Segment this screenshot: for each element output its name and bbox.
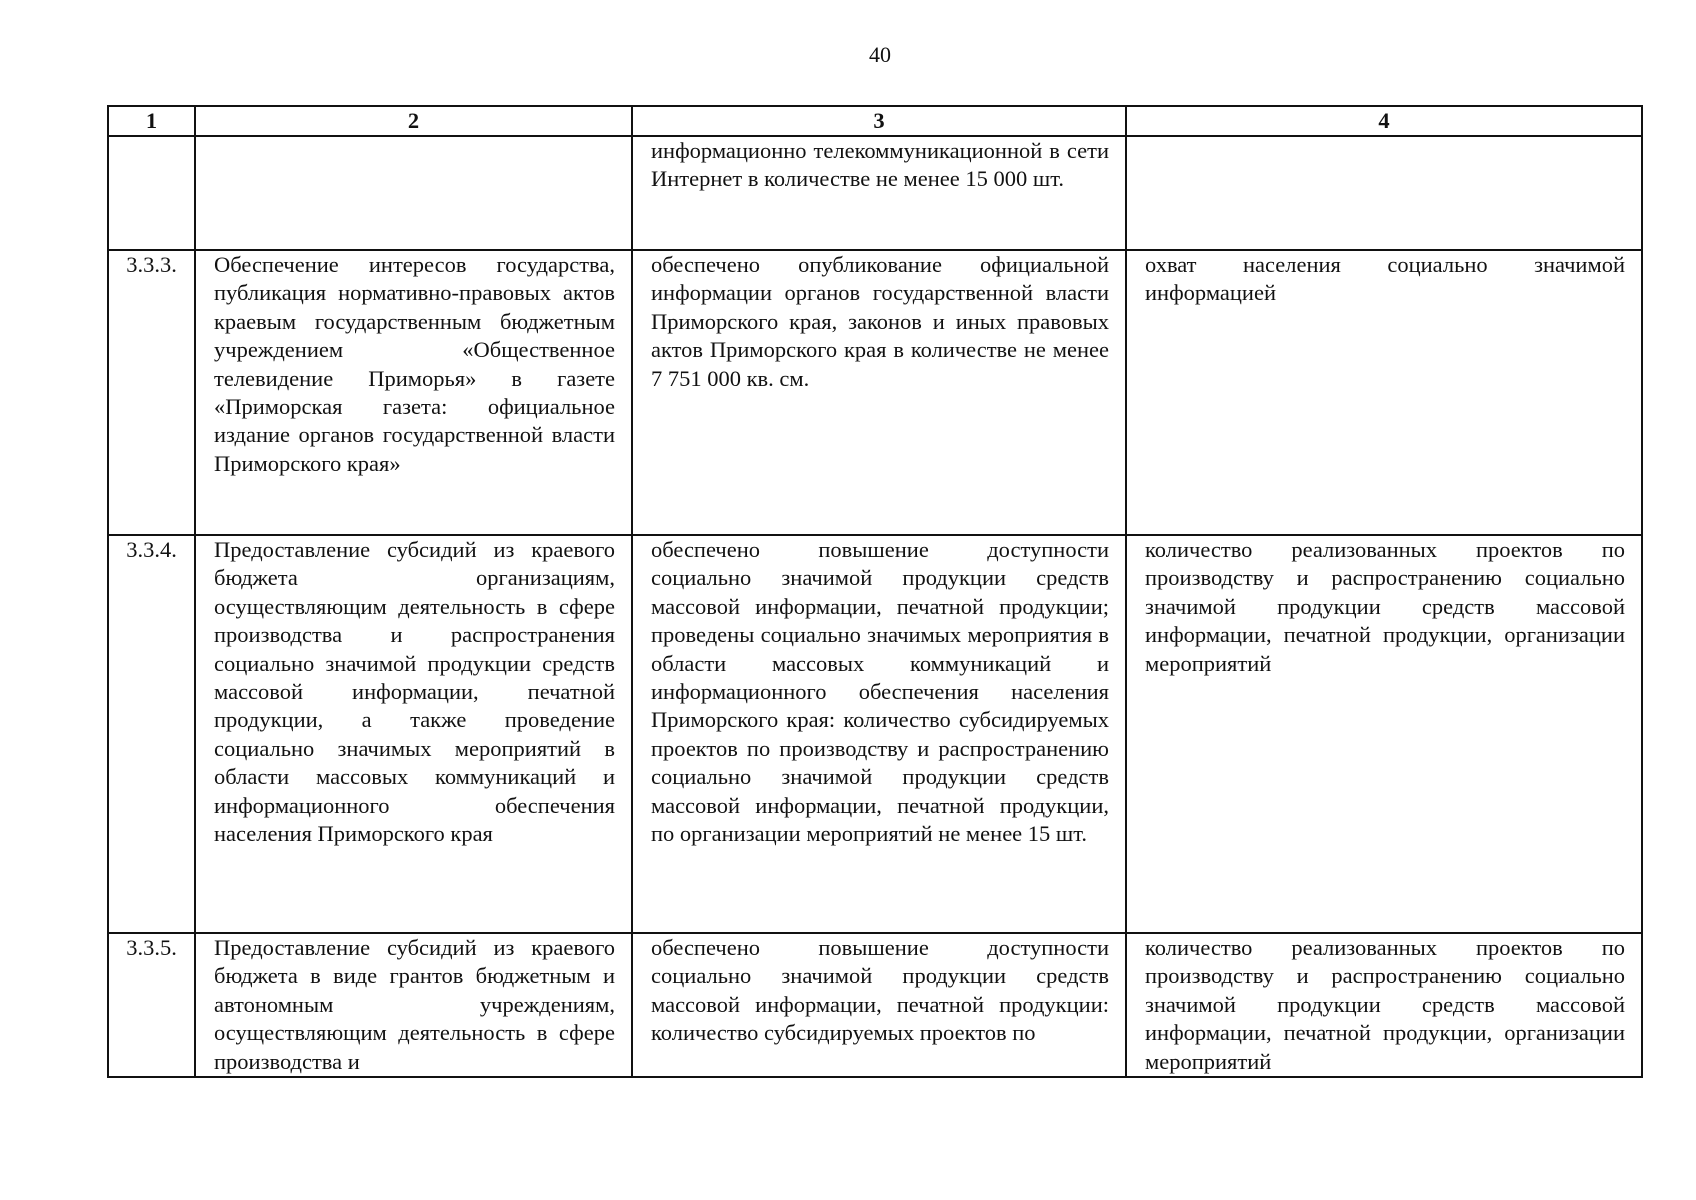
row-indicator: количество реализованных проектов по производству и распространению социально значимой продукции средств массовой информации, печатной продукции, организации мероприятий	[1126, 933, 1642, 1077]
document-table	[107, 105, 1643, 1078]
row-activity: Обеспечение интересов государства, публикация нормативно-правовых актов краевым государственным бюджетным учреждением «Общественное телевидение Приморья» в газете «Приморская газета: официальное издание органов государственной власти Приморского края»	[195, 250, 632, 535]
row-number: 3.3.5.	[108, 933, 195, 1077]
row-indicator: охват населения социально значимой информацией	[1126, 250, 1642, 535]
row-activity	[195, 136, 632, 250]
row-activity: Предоставление субсидий из краевого бюджета в виде грантов бюджетным и автономным учреждениям, осуществляющим деятельность в сфере производства и	[195, 933, 632, 1077]
table-row	[108, 250, 1642, 535]
row-number	[108, 136, 195, 250]
table-row	[108, 136, 1642, 250]
row-activity: Предоставление субсидий из краевого бюджета организациям, осуществляющим деятельность в сфере производства и распространения социально значимой продукции средств массовой информации, печатной продукции, а также проведение социально значимых мероприятий в области массовых коммуникаций и информационного обеспечения населения Приморского края	[195, 535, 632, 933]
header-col-3: 3	[632, 106, 1126, 136]
header-col-1: 1	[108, 106, 195, 136]
header-col-4: 4	[1126, 106, 1642, 136]
table-header-row	[108, 106, 1642, 136]
row-result: обеспечено повышение доступности социально значимой продукции средств массовой информации, печатной продукции; проведены социально значимых мероприятия в области массовых коммуникаций и информационного обеспечения населения Приморского края: количество субсидируемых проектов по производству и распространению социально значимой продукции средств массовой информации, печатной продукции, по организации мероприятий не менее 15 шт.	[632, 535, 1126, 933]
header-col-2: 2	[195, 106, 632, 136]
page-number: 40	[869, 42, 891, 67]
row-number: 3.3.3.	[108, 250, 195, 535]
row-result: информационно телекоммуникационной в сети Интернет в количестве не менее 15 000 шт.	[632, 136, 1126, 250]
row-indicator	[1126, 136, 1642, 250]
row-indicator: количество реализованных проектов по производству и распространению социально значимой продукции средств массовой информации, печатной продукции, организации мероприятий	[1126, 535, 1642, 933]
table-row	[108, 535, 1642, 933]
row-result: обеспечено повышение доступности социально значимой продукции средств массовой информации, печатной продукции: количество субсидируемых проектов по	[632, 933, 1126, 1077]
table-row	[108, 933, 1642, 1077]
row-number: 3.3.4.	[108, 535, 195, 933]
row-result: обеспечено опубликование официальной информации органов государственной власти Приморского края, законов и иных правовых актов Приморского края в количестве не менее 7 751 000 кв. см.	[632, 250, 1126, 535]
